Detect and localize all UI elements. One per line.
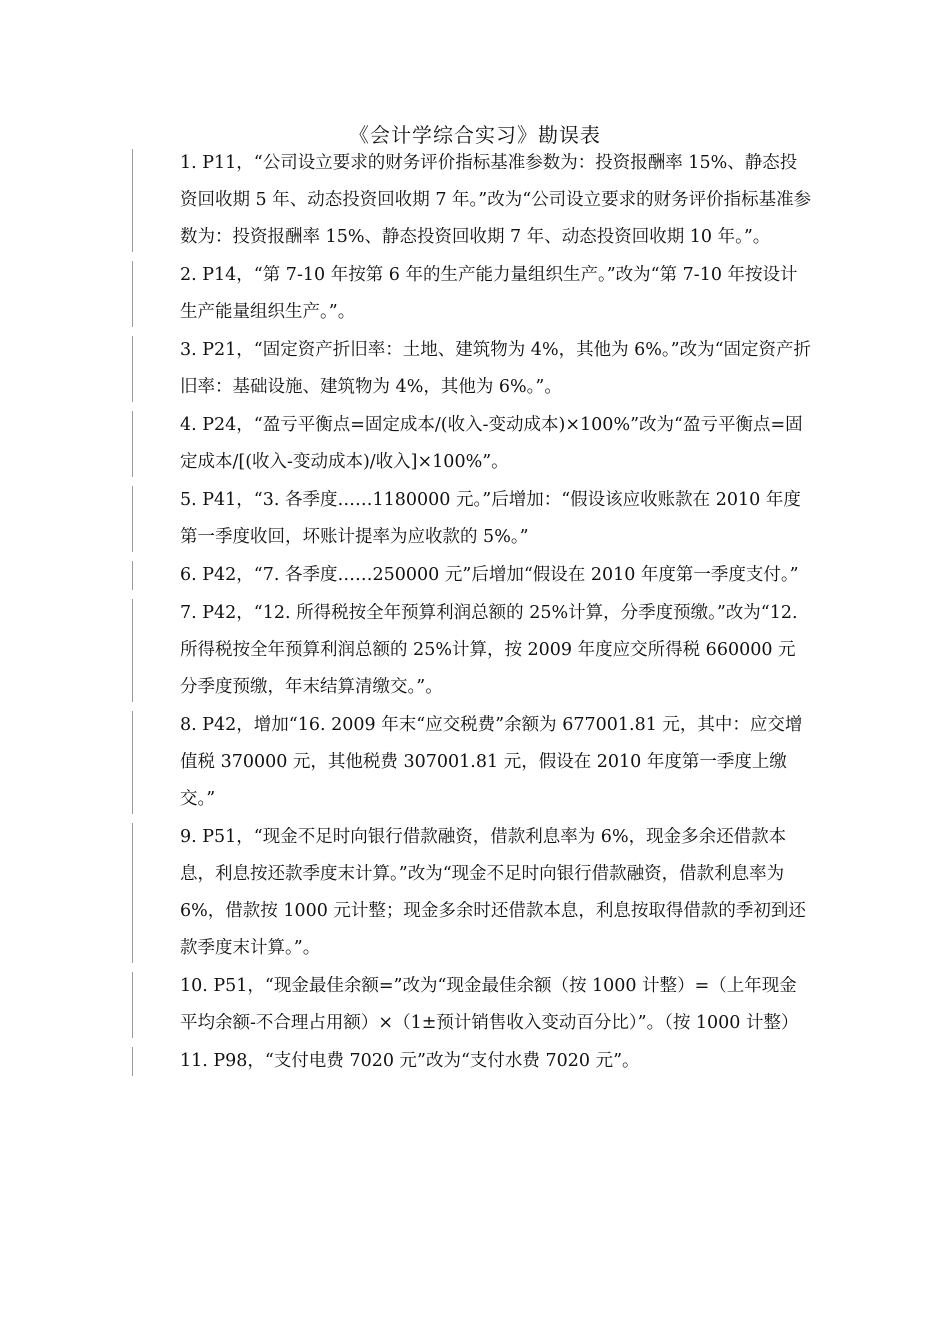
errata-entry-text: 1. P11，“公司设立要求的财务评价指标基准参数为：投资报酬率 15%、静态投资回收期 5 年、动态投资回收期 7 年。”改为“公司设立要求的财务评价指标基准参数为：投资报酬率 15%、静态投资回收期 7 年、动态投资回收期 10 年。”。 <box>180 153 812 247</box>
errata-entry <box>144 332 812 406</box>
change-bar <box>132 1047 133 1076</box>
change-bar <box>132 411 133 477</box>
errata-entry-text: 3. P21，“固定资产折旧率：土地、建筑物为 4%，其他为 6%。”改为“固定资产折旧率：基础设施、建筑物为 4%，其他为 6%。”。 <box>180 340 812 397</box>
errata-entry <box>144 557 812 594</box>
errata-entry-text: 9. P51，“现金不足时向银行借款融资，借款利息率为 6%，现金多余还借款本息，利息按还款季度末计算。”改为“现金不足时向银行借款融资，借款利息率为 6%，借款按 1000 元计整；现金多余时还借款本息，利息按取得借款的季初到还款季度末计算。”。 <box>180 827 806 958</box>
errata-entry <box>144 595 812 706</box>
errata-entry-text: 2. P14，“第 7-10 年按第 6 年的生产能力量组织生产。”改为“第 7-10 年按设计生产能量组织生产。”。 <box>180 265 798 322</box>
errata-entry <box>144 1043 812 1080</box>
change-bar <box>132 599 133 702</box>
errata-entry <box>144 707 812 818</box>
errata-entry <box>144 145 812 256</box>
errata-entry-text: 10. P51，“现金最佳余额=”改为“现金最佳余额（按 1000 计整）=（上年现金平均余额-不合理占用额）×（1±预计销售收入变动百分比）”。（按 1000 计整） <box>180 976 799 1033</box>
errata-entry <box>144 407 812 481</box>
change-bar <box>132 972 133 1038</box>
errata-entry-text: 8. P42，增加“16. 2009 年末“应交税费”余额为 677001.81 元，其中：应交增值税 370000 元，其他税费 307001.81 元，假设在 2010 年度第一季度上缴交。” <box>180 715 803 809</box>
errata-entry <box>144 257 812 331</box>
change-bar <box>132 486 133 552</box>
errata-entry-text: 11. P98，“支付电费 7020 元”改为“支付水费 7020 元”。 <box>180 1051 640 1071</box>
errata-entry <box>144 482 812 556</box>
change-bar <box>132 336 133 402</box>
errata-entry <box>144 968 812 1042</box>
change-bar <box>132 149 133 252</box>
change-bar <box>132 711 133 814</box>
errata-list <box>144 145 812 1081</box>
page-title: 《会计学综合实习》勘误表 <box>349 123 601 147</box>
errata-entry-text: 4. P24，“盈亏平衡点=固定成本/(收入-变动成本)×100%”改为“盈亏平衡点=固定成本/[(收入-变动成本)/收入]×100%”。 <box>180 415 803 472</box>
change-bar <box>132 261 133 327</box>
change-bar <box>132 823 133 963</box>
errata-entry-text: 5. P41，“3. 各季度……1180000 元。”后增加：“假设该应收账款在 2010 年度第一季度收回，坏账计提率为应收款的 5%。” <box>180 490 801 547</box>
errata-entry-text: 7. P42，“12. 所得税按全年预算利润总额的 25%计算，分季度预缴。”改为“12. 所得税按全年预算利润总额的 25%计算，按 2009 年度应交所得税 660000 元分季度预缴，年末结算清缴交。”。 <box>180 603 798 697</box>
errata-entry <box>144 819 812 967</box>
errata-entry-text: 6. P42，“7. 各季度……250000 元”后增加“假设在 2010 年度第一季度支付。” <box>180 565 799 585</box>
change-bar <box>132 561 133 590</box>
